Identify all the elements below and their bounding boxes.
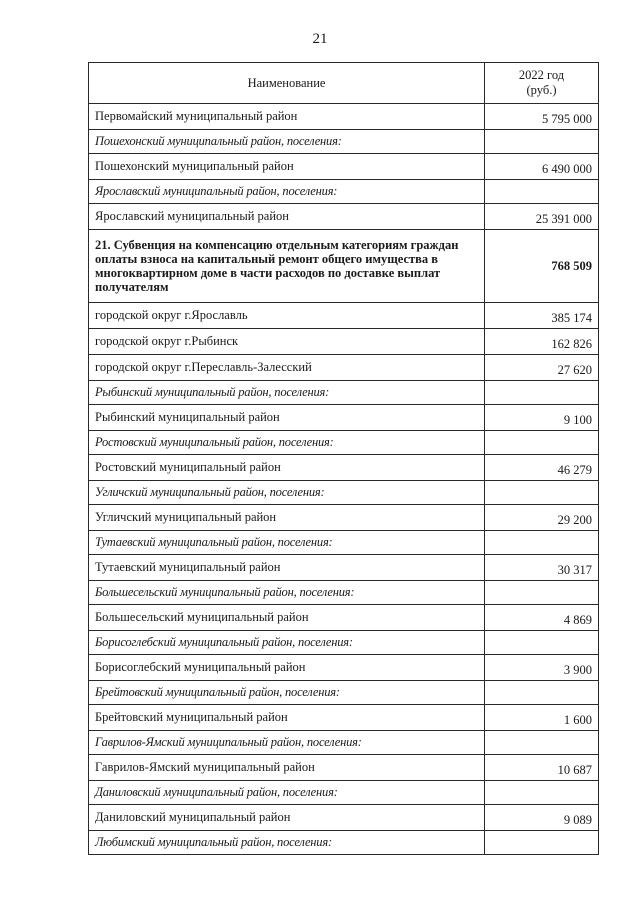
- row-name: [89, 831, 485, 855]
- table-header-row: [89, 63, 599, 104]
- row-value: 9 100: [485, 405, 599, 431]
- row-name: [89, 180, 485, 204]
- table-row-subheader: [89, 781, 599, 805]
- table-row: [89, 605, 599, 631]
- row-value: 46 279: [485, 455, 599, 481]
- row-value: 5 795 000: [485, 104, 599, 130]
- row-name: Тутаевский муниципальный район: [89, 555, 485, 581]
- table-row: [89, 405, 599, 431]
- row-name-text: Угличский муниципальный район, поселения:: [95, 485, 325, 499]
- table-row-subheader: [89, 531, 599, 555]
- row-value: [485, 681, 599, 705]
- row-name: [89, 631, 485, 655]
- row-name-text: Борисоглебский муниципальный район, поселения:: [95, 635, 353, 649]
- table-row-subheader: [89, 431, 599, 455]
- table-row: [89, 455, 599, 481]
- table-row-section: [89, 230, 599, 303]
- row-name: [89, 731, 485, 755]
- row-name: Большесельский муниципальный район: [89, 605, 485, 631]
- table-row: [89, 303, 599, 329]
- row-value: [485, 431, 599, 455]
- row-name: Борисоглебский муниципальный район: [89, 655, 485, 681]
- row-value: 385 174: [485, 303, 599, 329]
- table-row: [89, 655, 599, 681]
- row-value: [485, 180, 599, 204]
- row-name: Угличский муниципальный район: [89, 505, 485, 531]
- row-name: городской округ г.Рыбинск: [89, 329, 485, 355]
- row-name: Гаврилов-Ямский муниципальный район: [89, 755, 485, 781]
- row-name: [89, 431, 485, 455]
- table-row: [89, 555, 599, 581]
- table-row-subheader: [89, 381, 599, 405]
- table-row: [89, 104, 599, 130]
- table-row-subheader: [89, 831, 599, 855]
- column-header-unit: (руб.): [526, 83, 557, 97]
- row-value: [485, 781, 599, 805]
- row-name: [89, 481, 485, 505]
- page-number: 21: [312, 31, 328, 47]
- row-value: 6 490 000: [485, 154, 599, 180]
- column-header-year-label: 2022 год: [518, 68, 565, 82]
- row-name: [89, 381, 485, 405]
- row-name: [89, 581, 485, 605]
- row-name: [89, 681, 485, 705]
- row-name-text: Гаврилов-Ямский муниципальный район, поселения:: [95, 735, 362, 749]
- row-value: 29 200: [485, 505, 599, 531]
- table-row-subheader: [89, 130, 599, 154]
- column-header-year: [485, 63, 599, 104]
- table-row-subheader: [89, 631, 599, 655]
- row-name: Первомайский муниципальный район: [89, 104, 485, 130]
- row-name-text: Ростовский муниципальный район, поселения:: [95, 435, 334, 449]
- row-value: 25 391 000: [485, 204, 599, 230]
- row-value: [485, 130, 599, 154]
- row-name: Пошехонский муниципальный район: [89, 154, 485, 180]
- row-name-text: Даниловский муниципальный район, поселения:: [95, 785, 338, 799]
- row-value: [485, 731, 599, 755]
- table-row-subheader: [89, 481, 599, 505]
- row-name: [89, 531, 485, 555]
- budget-table: [88, 62, 599, 855]
- row-name: городской округ г.Ярославль: [89, 303, 485, 329]
- table-row: [89, 204, 599, 230]
- row-name: Брейтовский муниципальный район: [89, 705, 485, 731]
- row-name: городской округ г.Переславль-Залесский: [89, 355, 485, 381]
- table-body: [89, 104, 599, 855]
- row-value: 1 600: [485, 705, 599, 731]
- row-name-text: Тутаевский муниципальный район, поселения:: [95, 535, 333, 549]
- table-row-subheader: [89, 581, 599, 605]
- row-value: 3 900: [485, 655, 599, 681]
- row-value: [485, 631, 599, 655]
- table-row-subheader: [89, 180, 599, 204]
- row-value: [485, 831, 599, 855]
- row-name: Рыбинский муниципальный район: [89, 405, 485, 431]
- table-row: [89, 329, 599, 355]
- row-value: 10 687: [485, 755, 599, 781]
- row-value: [485, 581, 599, 605]
- table-row: [89, 705, 599, 731]
- row-name: Ростовский муниципальный район: [89, 455, 485, 481]
- row-name-text: Большесельский муниципальный район, поселения:: [95, 585, 355, 599]
- row-name-text: Брейтовский муниципальный район, поселения:: [95, 685, 340, 699]
- row-name: Ярославский муниципальный район: [89, 204, 485, 230]
- row-name: [89, 130, 485, 154]
- table-row: [89, 154, 599, 180]
- row-value: [485, 381, 599, 405]
- row-value: 30 317: [485, 555, 599, 581]
- table-row: [89, 755, 599, 781]
- table-row-subheader: [89, 731, 599, 755]
- table-row: [89, 505, 599, 531]
- row-name-text: Пошехонский муниципальный район, поселения:: [95, 134, 342, 148]
- column-header-name: Наименование: [89, 63, 485, 104]
- row-name-text: Ярославский муниципальный район, поселения:: [95, 184, 338, 198]
- row-value: 27 620: [485, 355, 599, 381]
- row-value: 9 089: [485, 805, 599, 831]
- row-value: [485, 531, 599, 555]
- table-row: [89, 355, 599, 381]
- table-row: [89, 805, 599, 831]
- row-value: 4 869: [485, 605, 599, 631]
- row-name: 21. Субвенция на компенсацию отдельным категориям граждан оплаты взноса на капитальный ремонт общего имущества в многоквартирном доме в части расходов по доставке выплат получателям: [89, 230, 485, 303]
- row-name: Даниловский муниципальный район: [89, 805, 485, 831]
- row-value: [485, 481, 599, 505]
- row-name-text: Рыбинский муниципальный район, поселения:: [95, 385, 330, 399]
- row-value: 768 509: [485, 230, 599, 303]
- row-name-text: Любимский муниципальный район, поселения:: [95, 835, 332, 849]
- row-value: 162 826: [485, 329, 599, 355]
- table-row-subheader: [89, 681, 599, 705]
- row-name: [89, 781, 485, 805]
